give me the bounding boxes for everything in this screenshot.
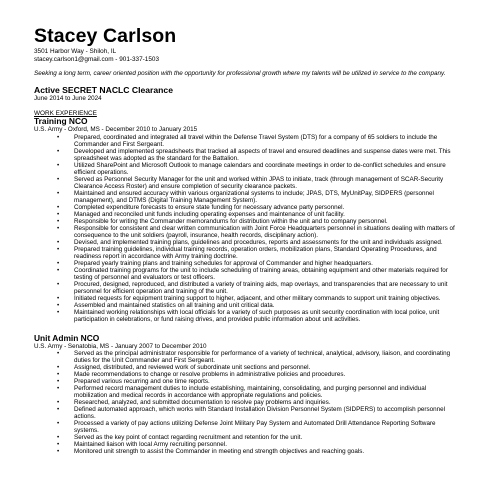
list-item: • Processed a variety of pay actions utilizing Defense Joint Military Pay System and Automated Drill Attendance Reporting Software systems. [74, 420, 457, 434]
job-title: Unit Admin NCO [34, 332, 100, 343]
job-bullets [34, 350, 457, 455]
list-item: • Completed expenditure forecasts to ensure state funding for necessary advance party personnel. [74, 204, 457, 211]
list-item: • Developed and implemented spreadsheets that tracked all aspects of travel and ensured deadlines and suspense dates were met. This spreadsheet was adopted as the standard for the Battalion. [74, 148, 457, 162]
list-item: • Assembled and maintained statistics on all training and unit critical data. [74, 302, 457, 309]
contact-info: stacey.carlson1@gmail.com - 901-337-1503 [34, 55, 160, 63]
list-item: • Prepared various recurring and one time reports. [74, 378, 457, 385]
job-unit-admin-nco [34, 334, 457, 455]
list-item: • Initiated requests for equipment training support to higher, adjacent, and other military commands to support unit training objectives. [74, 295, 457, 302]
job-subtitle: U.S. Army - Oxford, MS - December 2010 to January 2015 [34, 126, 198, 134]
list-item: • Prepared, coordinated and integrated all travel within the Defense Travel System (DTS) for a company of 65 soldiers to include the Commander and First Sergeant. [74, 134, 457, 148]
list-item: • Served as Personnel Security Manager for the unit and worked within JPAS to initiate, track (through management of SCAR-Security Clearance Access Roster) and ensure completion of security clearance packets. [74, 176, 457, 190]
list-item: • Maintained working relationships with local officials for a variety of such purposes as unit security coordination with local police, unit participation in celebrations, or fund raising drives, and provided public information about unit activities. [74, 309, 457, 323]
job-bullets [34, 134, 457, 323]
clearance-dates: June 2014 to June 2024 [34, 94, 102, 102]
list-item: • Assigned, distributed, and reviewed work of subordinate unit sections and personnel. [74, 364, 457, 371]
list-item: • Managed and reconciled unit funds including operating expenses and maintenance of unit facility. [74, 211, 457, 218]
list-item: • Served as the key point of contact regarding recruitment and retention for the unit. [74, 434, 457, 441]
list-item: • Devised, and implemented training plans, guidelines and procedures, reports and assessments for the unit and individuals assigned. [74, 239, 457, 246]
job-subtitle: U.S. Army - Senatobia, MS - January 2007 to December 2010 [34, 342, 207, 350]
list-item: • Maintained liaison with local Army recruiting personnel. [74, 441, 457, 448]
job-training-nco [34, 117, 457, 322]
list-item: • Coordinated training programs for the unit to include scheduling of training areas, obtaining equipment and other materials required for testing of personnel and evaluators or test officers. [74, 267, 457, 281]
list-item: • Prepared yearly training plans and training schedules for approval of Commander and higher headquarters. [74, 260, 457, 267]
list-item: • Monitored unit strength to assist the Commander in meeting end strength objectives and reaching goals. [74, 448, 457, 455]
objective-statement: Seeking a long term, career oriented position with the opportunity for professional growth where my talents will be utilized in service to the company. [34, 70, 446, 78]
address: 3501 Harbor Way - Shiloh, IL [34, 48, 117, 55]
list-item: • Procured, designed, reproduced, and distributed a variety of training aids, map overlays, and transparencies that are necessary to unit personnel for efficient operation and training of the unit. [74, 281, 457, 295]
list-item: • Defined automated approach, which works with Standard Installation Division Personnel System (SIDPERS) to accomplish personnel actions. [74, 406, 457, 420]
list-item: • Responsible for writing the Commander memorandums for distribution within the unit and to company personnel. [74, 218, 457, 225]
work-experience-heading: WORK EXPERIENCE [34, 110, 97, 117]
list-item: • Researched, analyzed, and submitted documentation to resolve pay problems and inquiries. [74, 399, 457, 406]
job-title: Training NCO [34, 116, 88, 127]
candidate-name: Stacey Carlson [34, 25, 177, 47]
list-item: • Maintained and ensured accuracy within various organizational systems to include; JPAS, DTS, MyUnitPay, SIDPERS (personnel management), and DTMS (Digital Training Management System). [74, 190, 457, 204]
list-item: • Utilized SharePoint and Microsoft Outlook to manage calendars and coordinate meetings in order to de-conflict schedules and ensure efficient operations. [74, 162, 457, 176]
clearance-title: Active SECRET NACLC Clearance [34, 84, 173, 95]
list-item: • Prepared training guidelines, individual training records, operation orders, mobilization plans, Standard Operating Procedures, and readiness report in accordance with Army training doctrine. [74, 246, 457, 260]
list-item: • Made recommendations to change or resolve problems in administrative policies and procedures. [74, 371, 457, 378]
list-item: • Served as the principal administrator responsible for performance of a variety of technical, analytical, advisory, liaison, and coordinating duties for the Unit Commander and First Sergeant. [74, 350, 457, 364]
list-item: • Performed record management duties to include establishing, maintaining, consolidating, and purging personnel and individual mobilization and medical records in accordance with appropriate regulations and policies. [74, 385, 457, 399]
list-item: • Responsible for consistent and clear written communication with Joint Force Headquarters personnel in situations dealing with matters of consequence to the unit soldiers (payroll, insurance, health records, disciplinary action). [74, 225, 457, 239]
